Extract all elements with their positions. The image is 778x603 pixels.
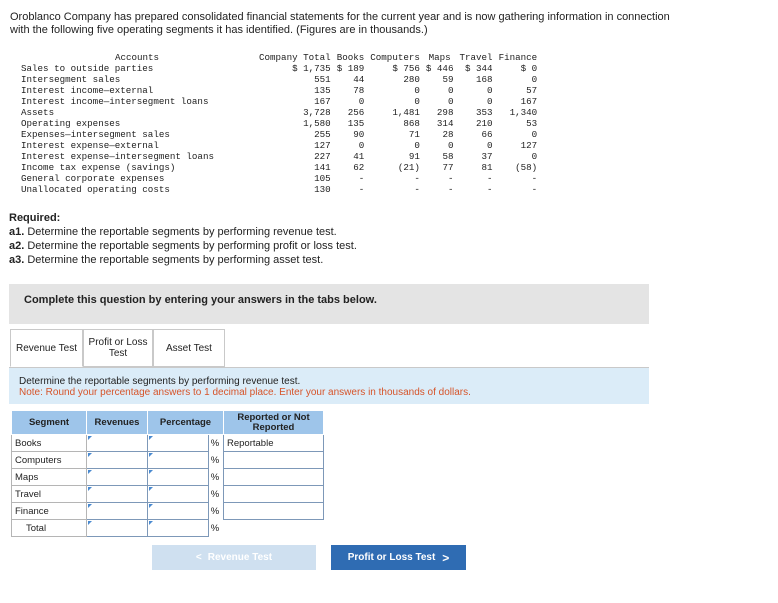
financial-row	[18, 129, 540, 140]
percentage-input[interactable]	[148, 486, 209, 503]
revenue-input[interactable]	[87, 486, 148, 503]
financial-row	[18, 85, 540, 96]
account-value: 41	[353, 151, 365, 162]
account-label: Interest expense—external	[21, 140, 159, 151]
prev-tab-button[interactable]	[152, 545, 316, 570]
account-value: 210	[476, 118, 493, 129]
account-value: -	[358, 173, 365, 184]
account-value: 105	[314, 173, 331, 184]
empty-cell	[224, 520, 324, 537]
account-value: 66	[481, 129, 493, 140]
account-value: $ 344	[464, 63, 493, 74]
total-revenue-input[interactable]	[87, 520, 148, 537]
percent-sign: %	[210, 454, 220, 466]
reported-select[interactable]	[224, 486, 324, 503]
account-label: Interest income—external	[21, 85, 154, 96]
chevron-left-icon: <	[195, 552, 202, 563]
header-percentage: Percentage	[148, 411, 224, 435]
account-value: 1,481	[392, 107, 420, 118]
account-value: 58	[442, 151, 454, 162]
required-item-a3: a3. Determine the reportable segments by performing asset test.	[9, 254, 324, 266]
account-value: 0	[447, 96, 454, 107]
percent-sign: %	[210, 522, 220, 534]
account-value: 141	[314, 162, 331, 173]
account-value: (58)	[515, 162, 538, 173]
account-value: 0	[447, 140, 454, 151]
reported-select[interactable]: Reportable	[224, 435, 324, 452]
account-value: 314	[436, 118, 454, 129]
segment-label: Finance	[12, 503, 87, 520]
segment-label: Books	[12, 435, 87, 452]
account-value: 0	[487, 96, 493, 107]
account-value: $ 1,735	[292, 63, 331, 74]
account-value: -	[358, 184, 365, 195]
account-value: $ 446	[425, 63, 454, 74]
account-value: 1,340	[509, 107, 538, 118]
account-value: -	[414, 184, 420, 195]
account-value: 298	[436, 107, 454, 118]
account-value: 62	[353, 162, 365, 173]
reported-select[interactable]	[224, 452, 324, 469]
col-computers: Computers	[370, 52, 420, 63]
account-value: 0	[531, 151, 538, 162]
account-label: Unallocated operating costs	[21, 184, 170, 195]
account-value: 280	[403, 74, 420, 85]
account-value: 868	[403, 118, 420, 129]
account-value: 71	[408, 129, 420, 140]
required-item-a2: a2. Determine the reportable segments by performing profit or loss test.	[9, 240, 357, 252]
account-value: 135	[347, 118, 365, 129]
account-value: 0	[487, 85, 493, 96]
revenue-input[interactable]	[87, 469, 148, 486]
percent-sign: %	[210, 488, 220, 500]
tab-revenue-test[interactable]: Revenue Test	[10, 329, 83, 367]
total-row	[12, 520, 324, 537]
account-value: -	[531, 173, 538, 184]
account-value: -	[447, 184, 454, 195]
account-value: -	[531, 184, 538, 195]
financial-row	[18, 151, 540, 162]
answer-row	[12, 486, 324, 503]
account-value: (21)	[397, 162, 420, 173]
account-value: 1,580	[303, 118, 331, 129]
reported-select[interactable]	[224, 503, 324, 520]
account-value: 0	[531, 74, 538, 85]
required-section	[9, 211, 357, 267]
answer-row	[12, 435, 324, 452]
account-value: 0	[487, 140, 493, 151]
required-heading: Required:	[9, 212, 61, 224]
account-value: 0	[358, 140, 365, 151]
account-value: 255	[314, 129, 331, 140]
account-value: 168	[476, 74, 493, 85]
answer-table	[11, 410, 324, 537]
percent-sign: %	[210, 505, 220, 517]
financial-row	[18, 140, 540, 151]
col-travel: Travel	[459, 52, 493, 63]
account-value: 227	[314, 151, 331, 162]
percentage-input[interactable]	[148, 469, 209, 486]
segment-label: Maps	[12, 469, 87, 486]
account-label: General corporate expenses	[21, 173, 165, 184]
percent-sign: %	[210, 471, 220, 483]
account-value: 0	[414, 96, 420, 107]
account-value: 53	[526, 118, 538, 129]
account-value: -	[447, 173, 454, 184]
financial-table-header	[18, 52, 540, 63]
revenue-input[interactable]	[87, 435, 148, 452]
col-accounts: Accounts	[114, 52, 160, 63]
account-value: 37	[481, 151, 493, 162]
account-value: 135	[314, 85, 331, 96]
account-value: $ 756	[392, 63, 420, 74]
total-percentage-input[interactable]	[148, 520, 209, 537]
answer-row	[12, 469, 324, 486]
account-value: 0	[414, 140, 420, 151]
tab-bar	[10, 329, 225, 367]
complete-banner-text: Complete this question by entering your answers in the tabs below.	[24, 294, 377, 306]
financial-row	[18, 107, 540, 118]
total-label: Total	[12, 520, 87, 537]
financial-row	[18, 63, 540, 74]
col-company-total: Company Total	[259, 52, 331, 63]
account-value: -	[487, 173, 493, 184]
account-value: $ 0	[520, 63, 538, 74]
financial-row	[18, 173, 540, 184]
account-label: Sales to outside parties	[21, 63, 154, 74]
percentage-input[interactable]	[148, 503, 209, 520]
account-value: 127	[314, 140, 331, 151]
account-value: -	[414, 173, 420, 184]
percentage-input[interactable]	[148, 452, 209, 469]
col-maps: Maps	[428, 52, 451, 63]
account-label: Operating expenses	[21, 118, 121, 129]
account-label: Interest expense—intersegment loans	[21, 151, 214, 162]
financial-row	[18, 162, 540, 173]
account-value: 353	[476, 107, 493, 118]
account-value: 130	[314, 184, 331, 195]
account-value: 90	[353, 129, 365, 140]
answer-row	[12, 503, 324, 520]
account-value: 91	[408, 151, 420, 162]
col-finance: Finance	[498, 52, 538, 63]
account-value: 256	[347, 107, 365, 118]
account-value: 0	[358, 96, 365, 107]
financial-row	[18, 96, 540, 107]
header-revenues: Revenues	[87, 411, 148, 435]
problem-intro: Oroblanco Company has prepared consolidated financial statements for the current year and is now gathering information in connection with the following five operating segments it has identified. (Figures are in thousands.)	[10, 11, 670, 36]
prev-tab-label: Revenue Test	[207, 552, 273, 563]
financial-data-table	[18, 52, 540, 195]
account-value: 0	[531, 129, 538, 140]
reported-select[interactable]	[224, 469, 324, 486]
segment-label: Travel	[12, 486, 87, 503]
account-value: 44	[353, 74, 365, 85]
tab-asset-test[interactable]: Asset Test	[153, 329, 225, 367]
account-label: Expenses—intersegment sales	[21, 129, 170, 140]
revenue-input[interactable]	[87, 503, 148, 520]
account-label: Intersegment sales	[21, 74, 121, 85]
next-tab-button[interactable]	[331, 545, 466, 570]
account-label: Assets	[21, 107, 55, 118]
account-value: 81	[481, 162, 493, 173]
account-value: 59	[442, 74, 454, 85]
financial-row	[18, 184, 540, 195]
instruction-note: Note: Round your percentage answers to 1 decimal place. Enter your answers in thousands of dollars.	[19, 387, 471, 398]
instruction-text: Determine the reportable segments by performing revenue test.	[19, 376, 301, 387]
account-value: 78	[353, 85, 365, 96]
percent-sign: %	[210, 437, 220, 449]
tab-profit-loss-test[interactable]: Profit or Loss Test	[83, 329, 153, 367]
financial-row	[18, 118, 540, 129]
account-label: Interest income—intersegment loans	[21, 96, 209, 107]
answer-row	[12, 452, 324, 469]
account-value: 28	[442, 129, 454, 140]
account-value: 167	[314, 96, 331, 107]
account-value: 167	[520, 96, 538, 107]
financial-row	[18, 74, 540, 85]
account-value: 551	[314, 74, 331, 85]
next-tab-label: Profit or Loss Test	[347, 552, 436, 563]
account-value: 77	[442, 162, 454, 173]
account-label: Income tax expense (savings)	[21, 162, 176, 173]
account-value: $ 189	[336, 63, 365, 74]
percentage-input[interactable]	[148, 435, 209, 452]
header-segment: Segment	[12, 411, 87, 435]
segment-label: Computers	[12, 452, 87, 469]
account-value: 57	[526, 85, 538, 96]
complete-banner	[9, 284, 649, 324]
account-value: 0	[414, 85, 420, 96]
account-value: 0	[447, 85, 454, 96]
account-value: 127	[520, 140, 538, 151]
col-books: Books	[336, 52, 365, 63]
instruction-panel	[9, 367, 649, 404]
required-item-a1: a1. Determine the reportable segments by performing revenue test.	[9, 226, 337, 238]
account-value: 3,728	[303, 107, 331, 118]
chevron-right-icon: >	[442, 550, 450, 565]
account-value: -	[487, 184, 493, 195]
revenue-input[interactable]	[87, 452, 148, 469]
header-reported: Reported or Not Reported	[224, 411, 324, 435]
